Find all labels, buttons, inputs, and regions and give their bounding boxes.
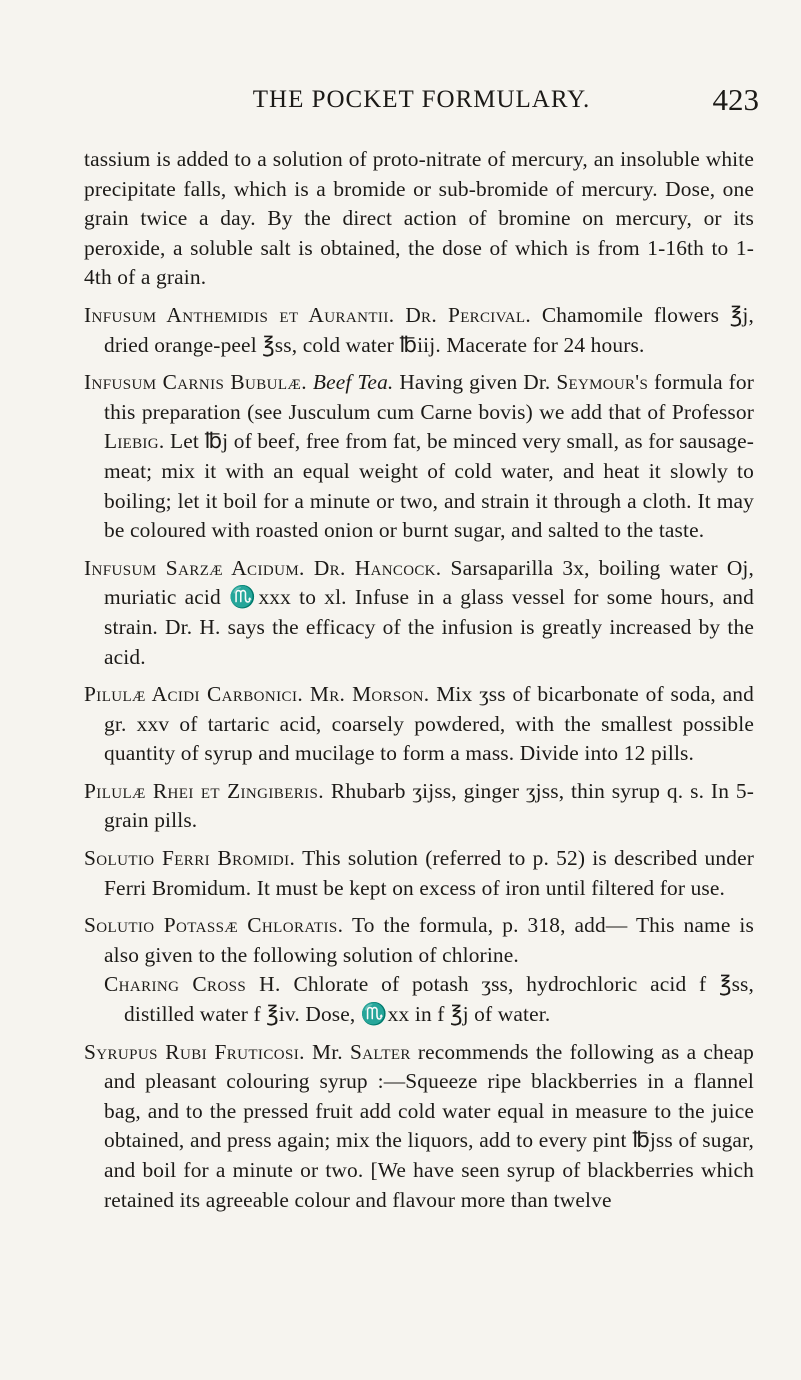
- entry-text: Sarsaparilla 3x, boiling water Oj, muriatic acid ♏xxx to xl. Infuse in a glass vessel for some hours, and strain. Dr. H. says the efficacy of the infusion is greatly increased by the acid.: [104, 555, 755, 669]
- entry-heading: Infusum Sarzæ Acidum.: [84, 555, 305, 580]
- entry-continuation: [84, 145, 754, 293]
- entry-pilulae-rhei: [84, 777, 754, 836]
- entry-text-mid: formula for this preparation (see Jusculum cum Carne bovis) we add that of Professor: [104, 370, 755, 424]
- entry-text: Rhubarb ʒijss, ginger ʒjss, thin syrup q. s. In 5-grain pills.: [104, 778, 755, 833]
- entry-author: Dr. Hancock.: [313, 555, 442, 580]
- entry-infusum-sarzae: [84, 554, 754, 672]
- page-number: 423: [712, 82, 759, 117]
- running-title: THE POCKET FORMULARY.: [252, 86, 591, 113]
- entry-heading: Infusum Carnis Bubulæ.: [84, 370, 307, 395]
- running-head: [84, 82, 759, 126]
- entry-text: tassium is added to a solution of proto-nitrate of mercury, an insoluble white precipitate falls, which is a bromide or sub-bromide of mercury. Dose, one grain twice a day. By the direct action of bromine on mercury, or its peroxide, a soluble salt is obtained, the dose of which is from 1-16th to 1-4th of a grain.: [84, 147, 754, 290]
- entry-author: Dr. Percival.: [405, 302, 532, 327]
- entry-solutio-ferri: [84, 844, 754, 903]
- entry-subtitle: Beef Tea.: [312, 370, 394, 395]
- entry-charing-cross: [84, 970, 754, 1029]
- entry-text: This solution (referred to p. 52) is described under Ferri Bromidum. It must be kept on excess of iron until filtered for use.: [104, 846, 754, 900]
- entry-heading: Pilulæ Rhei et Zingiberis.: [84, 778, 325, 803]
- page-body: [84, 145, 754, 1223]
- entry-person-name: Liebig.: [104, 429, 165, 454]
- entry-text-intro: Having given Dr.: [399, 370, 551, 395]
- entry-syrupus-rubi: [84, 1038, 754, 1216]
- entry-text: Chamomile flowers ℥j, dried orange-peel ℥ss, cold water ℔iij. Macerate for 24 hours.: [104, 302, 754, 357]
- entry-author: Mr. Morson.: [309, 682, 430, 707]
- entry-heading: Pilulæ Acidi Carbonici.: [84, 682, 304, 707]
- entry-text: Let ℔j of beef, free from fat, be minced very small, as for sausage-meat; mix it with an equal weight of cold water, and heat it slowly to boiling; let it boil for a minute or two, and strain it through a cloth. It may be coloured with roasted onion or burnt sugar, and salted to the taste.: [104, 429, 754, 543]
- entry-heading: Solutio Ferri Bromidi.: [84, 846, 296, 871]
- entry-text: Chlorate of potash ʒss, hydrochloric acid f ℥ss, distilled water f ℥iv. Dose, ♏xx in f ℥j of water.: [124, 972, 755, 1027]
- entry-text: recommends the following as a cheap and pleasant colouring syrup :—Squeeze ripe blackberries in a flannel bag, and to the pressed fruit add cold water equal in measure to the juice obtained, and press again; mix the liquors, add to every pint ℔jss of sugar, and boil for a minute or two. [We have seen syrup of blackberries which retained its agreeable colour and flavour more than twelve: [104, 1039, 755, 1212]
- entry-text: To the formula, p. 318, add— This name is also given to the following solution of chlorine.: [104, 913, 754, 967]
- entry-pilulae-acidi: [84, 680, 754, 769]
- entry-heading: Syrupus Rubi Fruticosi.: [84, 1039, 305, 1064]
- entry-author-prefix: Mr.: [312, 1039, 343, 1064]
- entry-heading: Infusum Anthemidis et Aurantii.: [84, 302, 395, 327]
- entry-text: Mix ʒss of bicarbonate of soda, and gr. xxv of tartaric acid, coarsely powdered, with the smallest possible quantity of syrup and mucilage to form a mass. Divide into 12 pills.: [104, 682, 754, 766]
- entry-author: Salter: [350, 1039, 411, 1064]
- entry-person-name: Seymour's: [556, 370, 649, 395]
- entry-infusum-carnis: [84, 368, 754, 546]
- entry-heading: Charing Cross H.: [104, 972, 281, 997]
- entry-solutio-potassae: [84, 911, 754, 970]
- entry-heading: Solutio Potassæ Chloratis.: [84, 913, 344, 938]
- entry-infusum-anthemidis: [84, 301, 754, 360]
